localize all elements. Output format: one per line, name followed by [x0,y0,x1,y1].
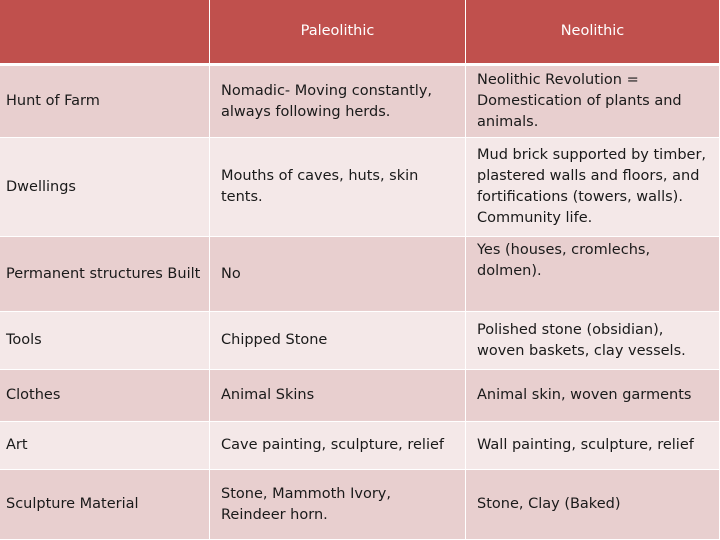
neolithic-cell: Yes (houses, cromlechs, dolmen). [466,237,720,312]
row-label: Permanent structures Built [0,237,210,312]
table-row [0,138,720,237]
header-corner-cell [0,0,210,66]
neolithic-cell: Polished stone (obsidian), woven baskets, clay vessels. [466,312,720,370]
row-label: Art [0,422,210,470]
table-row [0,237,720,312]
table-row [0,422,720,470]
neolithic-cell: Stone, Clay (Baked) [466,470,720,540]
header-paleolithic: Paleolithic [210,0,466,66]
row-label: Tools [0,312,210,370]
table-row [0,470,720,540]
paleolithic-cell: Chipped Stone [210,312,466,370]
row-label: Dwellings [0,138,210,237]
header-row [0,0,720,66]
paleolithic-cell: Nomadic- Moving constantly, always following herds. [210,66,466,138]
row-label: Sculpture Material [0,470,210,540]
paleolithic-cell: No [210,237,466,312]
row-label: Hunt of Farm [0,66,210,138]
neolithic-cell: Wall painting, sculpture, relief [466,422,720,470]
paleolithic-cell: Mouths of caves, huts, skin tents. [210,138,466,237]
table-row [0,66,720,138]
table-row [0,312,720,370]
header-neolithic: Neolithic [466,0,720,66]
neolithic-cell: Neolithic Revolution = Domestication of plants and animals. [466,66,720,138]
paleolithic-cell: Cave painting, sculpture, relief [210,422,466,470]
neolithic-cell: Mud brick supported by timber, plastered walls and floors, and fortifications (towers, walls). Community life. [466,138,720,237]
table-row [0,370,720,422]
paleolithic-cell: Animal Skins [210,370,466,422]
paleolithic-cell: Stone, Mammoth Ivory, Reindeer horn. [210,470,466,540]
neolithic-cell: Animal skin, woven garments [466,370,720,422]
row-label: Clothes [0,370,210,422]
